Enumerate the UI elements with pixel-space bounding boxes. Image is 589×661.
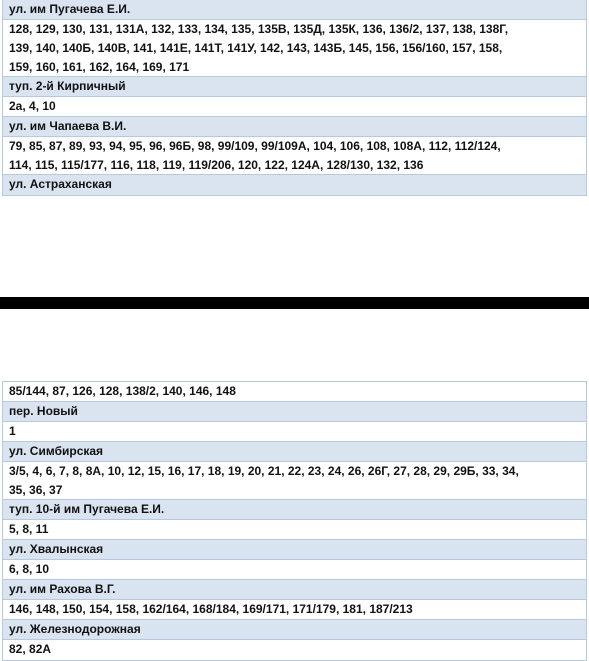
house-numbers-row [3, 137, 586, 175]
house-numbers-row [3, 640, 586, 660]
house-numbers-line: 85/144, 87, 126, 128, 138/2, 140, 146, 148 [9, 384, 236, 398]
house-numbers-row [3, 600, 586, 620]
house-numbers-line: 79, 85, 87, 89, 93, 94, 95, 96, 96Б, 98, 99/109, 99/109А, 104, 106, 108, 108А, 112, 112/124, [9, 139, 501, 153]
street-name-row: ул. Хвалынская [3, 540, 586, 560]
house-numbers-line: 2а, 4, 10 [9, 99, 56, 113]
house-numbers-row [3, 462, 586, 500]
street-name-row: ул. Астраханская [3, 175, 586, 195]
house-numbers-line: 159, 160, 161, 162, 164, 169, 171 [9, 60, 190, 74]
street-name-row: ул. Симбирская [3, 442, 586, 462]
house-numbers-line: 128, 129, 130, 131, 131А, 132, 133, 134, 135, 135В, 135Д, 135К, 136, 136/2, 137, 138, 138Г, [9, 22, 509, 36]
address-table-bottom [2, 381, 587, 661]
house-numbers-row [3, 20, 586, 77]
house-numbers-row [3, 97, 586, 117]
house-numbers-line: 5, 8, 11 [9, 522, 49, 536]
page-break-bar [0, 297, 589, 309]
street-name-row: пер. Новый [3, 402, 586, 422]
house-numbers-line: 3/5, 4, 6, 7, 8, 8А, 10, 12, 15, 16, 17, 18, 19, 20, 21, 22, 23, 24, 26, 26Г, 27, 28, 29, 29Б, 33, 34, [9, 464, 519, 478]
street-name-row: ул. им Пугачева Е.И. [3, 0, 586, 20]
house-numbers-line: 82, 82А [9, 642, 52, 656]
street-name-row: туп. 2-й Кирпичный [3, 77, 586, 97]
house-numbers-line: 146, 148, 150, 154, 158, 162/164, 168/184, 169/171, 171/179, 181, 187/213 [9, 602, 413, 616]
street-name-row: ул. им Чапаева В.И. [3, 117, 586, 137]
house-numbers-row [3, 520, 586, 540]
house-numbers-line: 139, 140, 140Б, 140В, 141, 141Е, 141Т, 141У, 142, 143, 143Б, 145, 156, 156/160, 157, 158, [9, 41, 503, 55]
house-numbers-row [3, 560, 586, 580]
house-numbers-row [3, 422, 586, 442]
house-numbers-line: 35, 36, 37 [9, 483, 63, 497]
street-name-row: ул. им Рахова В.Г. [3, 580, 586, 600]
street-name-row: туп. 10-й им Пугачева Е.И. [3, 500, 586, 520]
address-table-top [2, 0, 587, 196]
street-name-row: ул. Железнодорожная [3, 620, 586, 640]
house-numbers-line: 114, 115, 115/177, 116, 118, 119, 119/206, 120, 122, 124А, 128/130, 132, 136 [9, 158, 424, 172]
house-numbers-line: 6, 8, 10 [9, 562, 50, 576]
house-numbers-row [3, 382, 586, 402]
house-numbers-line: 1 [9, 424, 16, 438]
